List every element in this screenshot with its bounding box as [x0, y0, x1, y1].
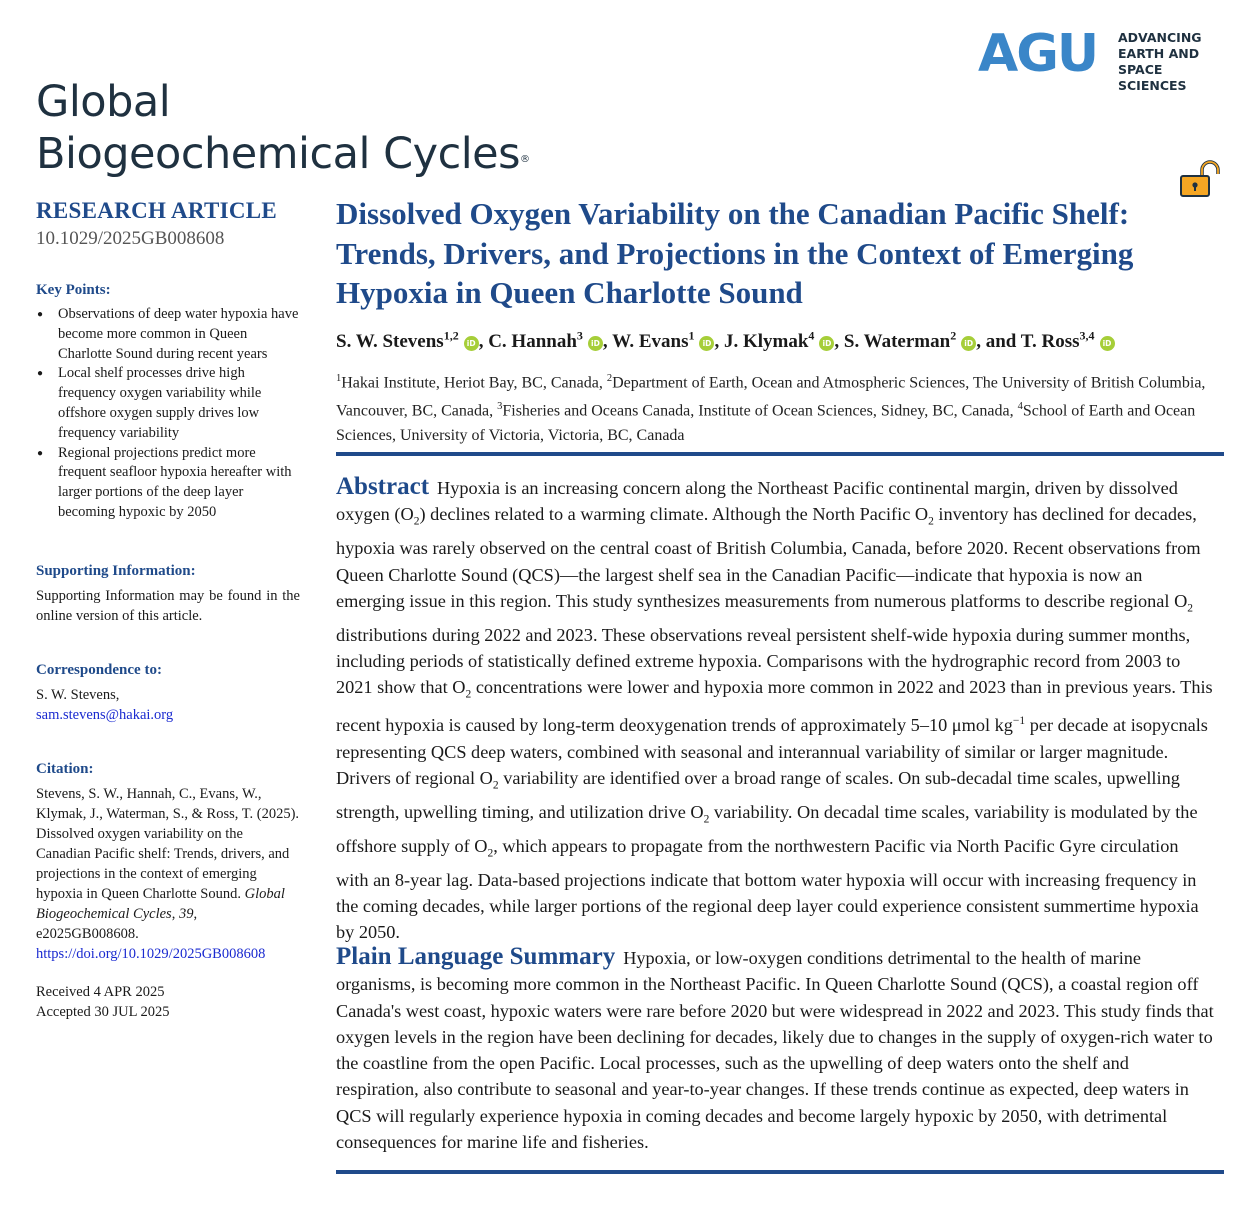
abstract-heading: Abstract [336, 473, 430, 500]
doi: 10.1029/2025GB008608 [36, 228, 225, 249]
author: C. Hannah$^3$iD , [488, 329, 613, 353]
plain-language-text: Hypoxia, or low-oxygen conditions detrimental to the health of marine organisms, is becoming more common in the Northeast Pacific. In Queen Charlotte Sound (QCS), a coastal region off Canada's west coast, hypoxic waters were rare before 2020 but were widespread in 2022 and 2023. This study finds that oxygen levels in the region have been declining for decades, likely due to changes in the supply of oxygen-rich water to the coastline from the open Pacific. Local processes, such as the upwelling of deep waters onto the shelf and respiration, also contribute to seasonal and year-to-year changes. If these trends continue as expected, deep waters in QCS will regularly experience hypoxia in coming decades and become largely hypoxic by 2050, with detrimental consequences for marine life and fisheries. [336, 948, 1214, 1153]
author-list [336, 322, 1216, 356]
article-type: RESEARCH ARTICLE [36, 198, 278, 223]
key-points-list [36, 305, 300, 523]
key-points [36, 282, 300, 523]
citation-text [36, 784, 300, 964]
author: J. Klymak$^4$iD , [723, 329, 844, 353]
correspondence-name: S. W. Stevens, [36, 687, 120, 703]
abstract: Abstract Hypoxia is an increasing concern along the Northeast Pacific continental margin, driven by dissolved oxygen $(O_2)$ declines related to a warming climate. Although the North Pacific $O_2$ inventory has declined for decades, hypoxia was rarely observed on the central coast of British Columbia, Canada, before 2020. Recent observations from Queen Charlotte Sound (QCS)—the largest shelf sea in the Canadian Pacific—indicate that hypoxia is now an emerging issue in this region. This study synthesizes measurements from numerous platforms to describe regional $O_2$ distributions during 2022 and 2023. These observations reveal persistent shelf-wide hypoxia during summer months, including periods of statistically defined extreme hypoxia. Comparisons with the hydrographic record from 2003 to 2021 show that $O_2$ concentrations were lower and hypoxia more common in 2022 and 2023 than in previous years. This recent hypoxia is caused by long-term deoxygenation trends of approximately 5–10 μmol $kg^{-1}$ per decade at isopycnals representing QCS deep waters, combined with seasonal and interannual variability of similar or larger magnitude. Drivers of regional $O_2$ variability are identified over a broad range of scales. On sub-decadal time scales, upwelling strength, upwelling timing, and utilization drive $O_2$ variability. On decadal time scales, variability is modulated by the offshore supply of $O_2$, which appears to propagate from the northwestern Pacific via North Pacific Gyre circulation with an 8-year lag. Data-based projections indicate that bottom water hypoxia will occur with increasing frequency in the coming decades, while larger portions of the regional deep layer could experience consistent summertime hypoxia by 2050. [336, 473, 1213, 943]
key-point: ● Observations of deep water hypoxia have become more common in Queen Charlotte Sound during recent years [36, 305, 300, 364]
orcid-icon[interactable]: iD [699, 336, 714, 351]
agu-logo[interactable] [978, 24, 1228, 93]
affiliation: Hakai Institute, Heriot Bay, BC, Canada, [341, 374, 607, 392]
open-lock-icon [1178, 158, 1226, 198]
affiliation: Fisheries and Oceans Canada, Institute of Ocean Sciences, Sidney, BC, Canada, [502, 402, 1018, 420]
citation [36, 761, 300, 964]
citation-body: Stevens, S. W., Hannah, C., Evans, W., Klymak, J., Waterman, S., & Ross, T. (2025). Dissolved oxygen variability on the Canadian Pacific shelf: Trends, drivers, and projections in the context of emerging hypoxia in Queen Charlotte Sound. [36, 786, 300, 902]
section-divider [336, 1170, 1224, 1174]
orcid-icon[interactable]: iD [961, 336, 976, 351]
registered-mark: ® [520, 154, 530, 165]
supporting-info-text: Supporting Information may be found in the online version of this article. [36, 588, 300, 624]
section-divider [336, 452, 1224, 456]
supporting-information [36, 563, 300, 626]
affiliation: School of Earth and Ocean Sciences, University of Victoria, Victoria, BC, Canada [336, 402, 1196, 444]
citation-doi-link[interactable]: https://doi.org/10.1029/2025GB008608 [36, 946, 266, 962]
journal-title [36, 76, 530, 180]
agu-tagline-1: ADVANCING [1118, 30, 1202, 45]
agu-tagline-2: EARTH AND [1118, 46, 1200, 61]
citation-volume: 39 [178, 906, 194, 922]
article-meta [36, 198, 300, 250]
correspondence-email-link[interactable]: sam.stevens@hakai.org [36, 707, 174, 723]
journal-title-line1: Global [36, 77, 171, 127]
supporting-info-heading: Supporting Information: [36, 563, 196, 579]
article-dates [36, 982, 300, 1022]
orcid-icon[interactable]: iD [819, 336, 834, 351]
author: S. Waterman$^2$iD , and [843, 329, 1021, 353]
author: S. W. Stevens$^{1,2}$iD , [336, 329, 489, 353]
orcid-icon[interactable]: iD [588, 336, 603, 351]
key-point: ● Regional projections predict more frequent seafloor hypoxia hereafter with larger portions of the deep layer becoming hypoxic by 2050 [36, 444, 300, 523]
journal-title-line2: Biogeochemical Cycles [36, 129, 521, 179]
plain-language-heading: Plain Language Summary [336, 943, 616, 970]
citation-journal: Global Biogeochemical Cycles [36, 886, 285, 922]
correspondence [36, 662, 300, 725]
agu-tagline-3: SPACE SCIENCES [1118, 62, 1187, 93]
affiliation: Department of Earth, Ocean and Atmospheric Sciences, The University of British Columbia, Vancouver, BC, Canada, [336, 374, 1206, 420]
agu-logo-wordmark: AGU [978, 24, 1098, 84]
author: W. Evans$^1$iD , [612, 329, 724, 353]
citation-heading: Citation: [36, 761, 94, 777]
plain-language-summary [336, 944, 1214, 1155]
citation-sep: , [171, 906, 179, 922]
author: T. Ross$^{3,4}$iD [1021, 331, 1115, 352]
affiliations: $^1$Hakai Institute, Heriot Bay, BC, Canada, $^2$Department of Earth, Ocean and Atmospheric Sciences, The University of British Columbia, Vancouver, BC, Canada, $^3$Fisheries and Oceans Canada, Institute of Ocean Sciences, Sidney, BC, Canada, $^4$School of Earth and Ocean Sciences, University of Victoria, Victoria, BC, Canada [336, 373, 1206, 444]
key-point: ● Local shelf processes drive high frequency oxygen variability while offshore oxygen supply drives low frequency variability [36, 364, 300, 443]
accepted-date: Accepted 30 JUL 2025 [36, 1004, 170, 1020]
article-title: Dissolved Oxygen Variability on the Canadian Pacific Shelf: Trends, Drivers, and Projections in the Context of Emerging Hypoxia in Queen Charlotte Sound [336, 196, 1134, 310]
orcid-icon[interactable]: iD [464, 336, 479, 351]
orcid-icon[interactable]: iD [1100, 336, 1115, 351]
agu-tagline [1118, 30, 1228, 94]
key-points-heading: Key Points: [36, 282, 111, 298]
correspondence-heading: Correspondence to: [36, 662, 162, 678]
citation-article-number: , e2025GB008608. [36, 906, 198, 942]
received-date: Received 4 APR 2025 [36, 984, 165, 1000]
